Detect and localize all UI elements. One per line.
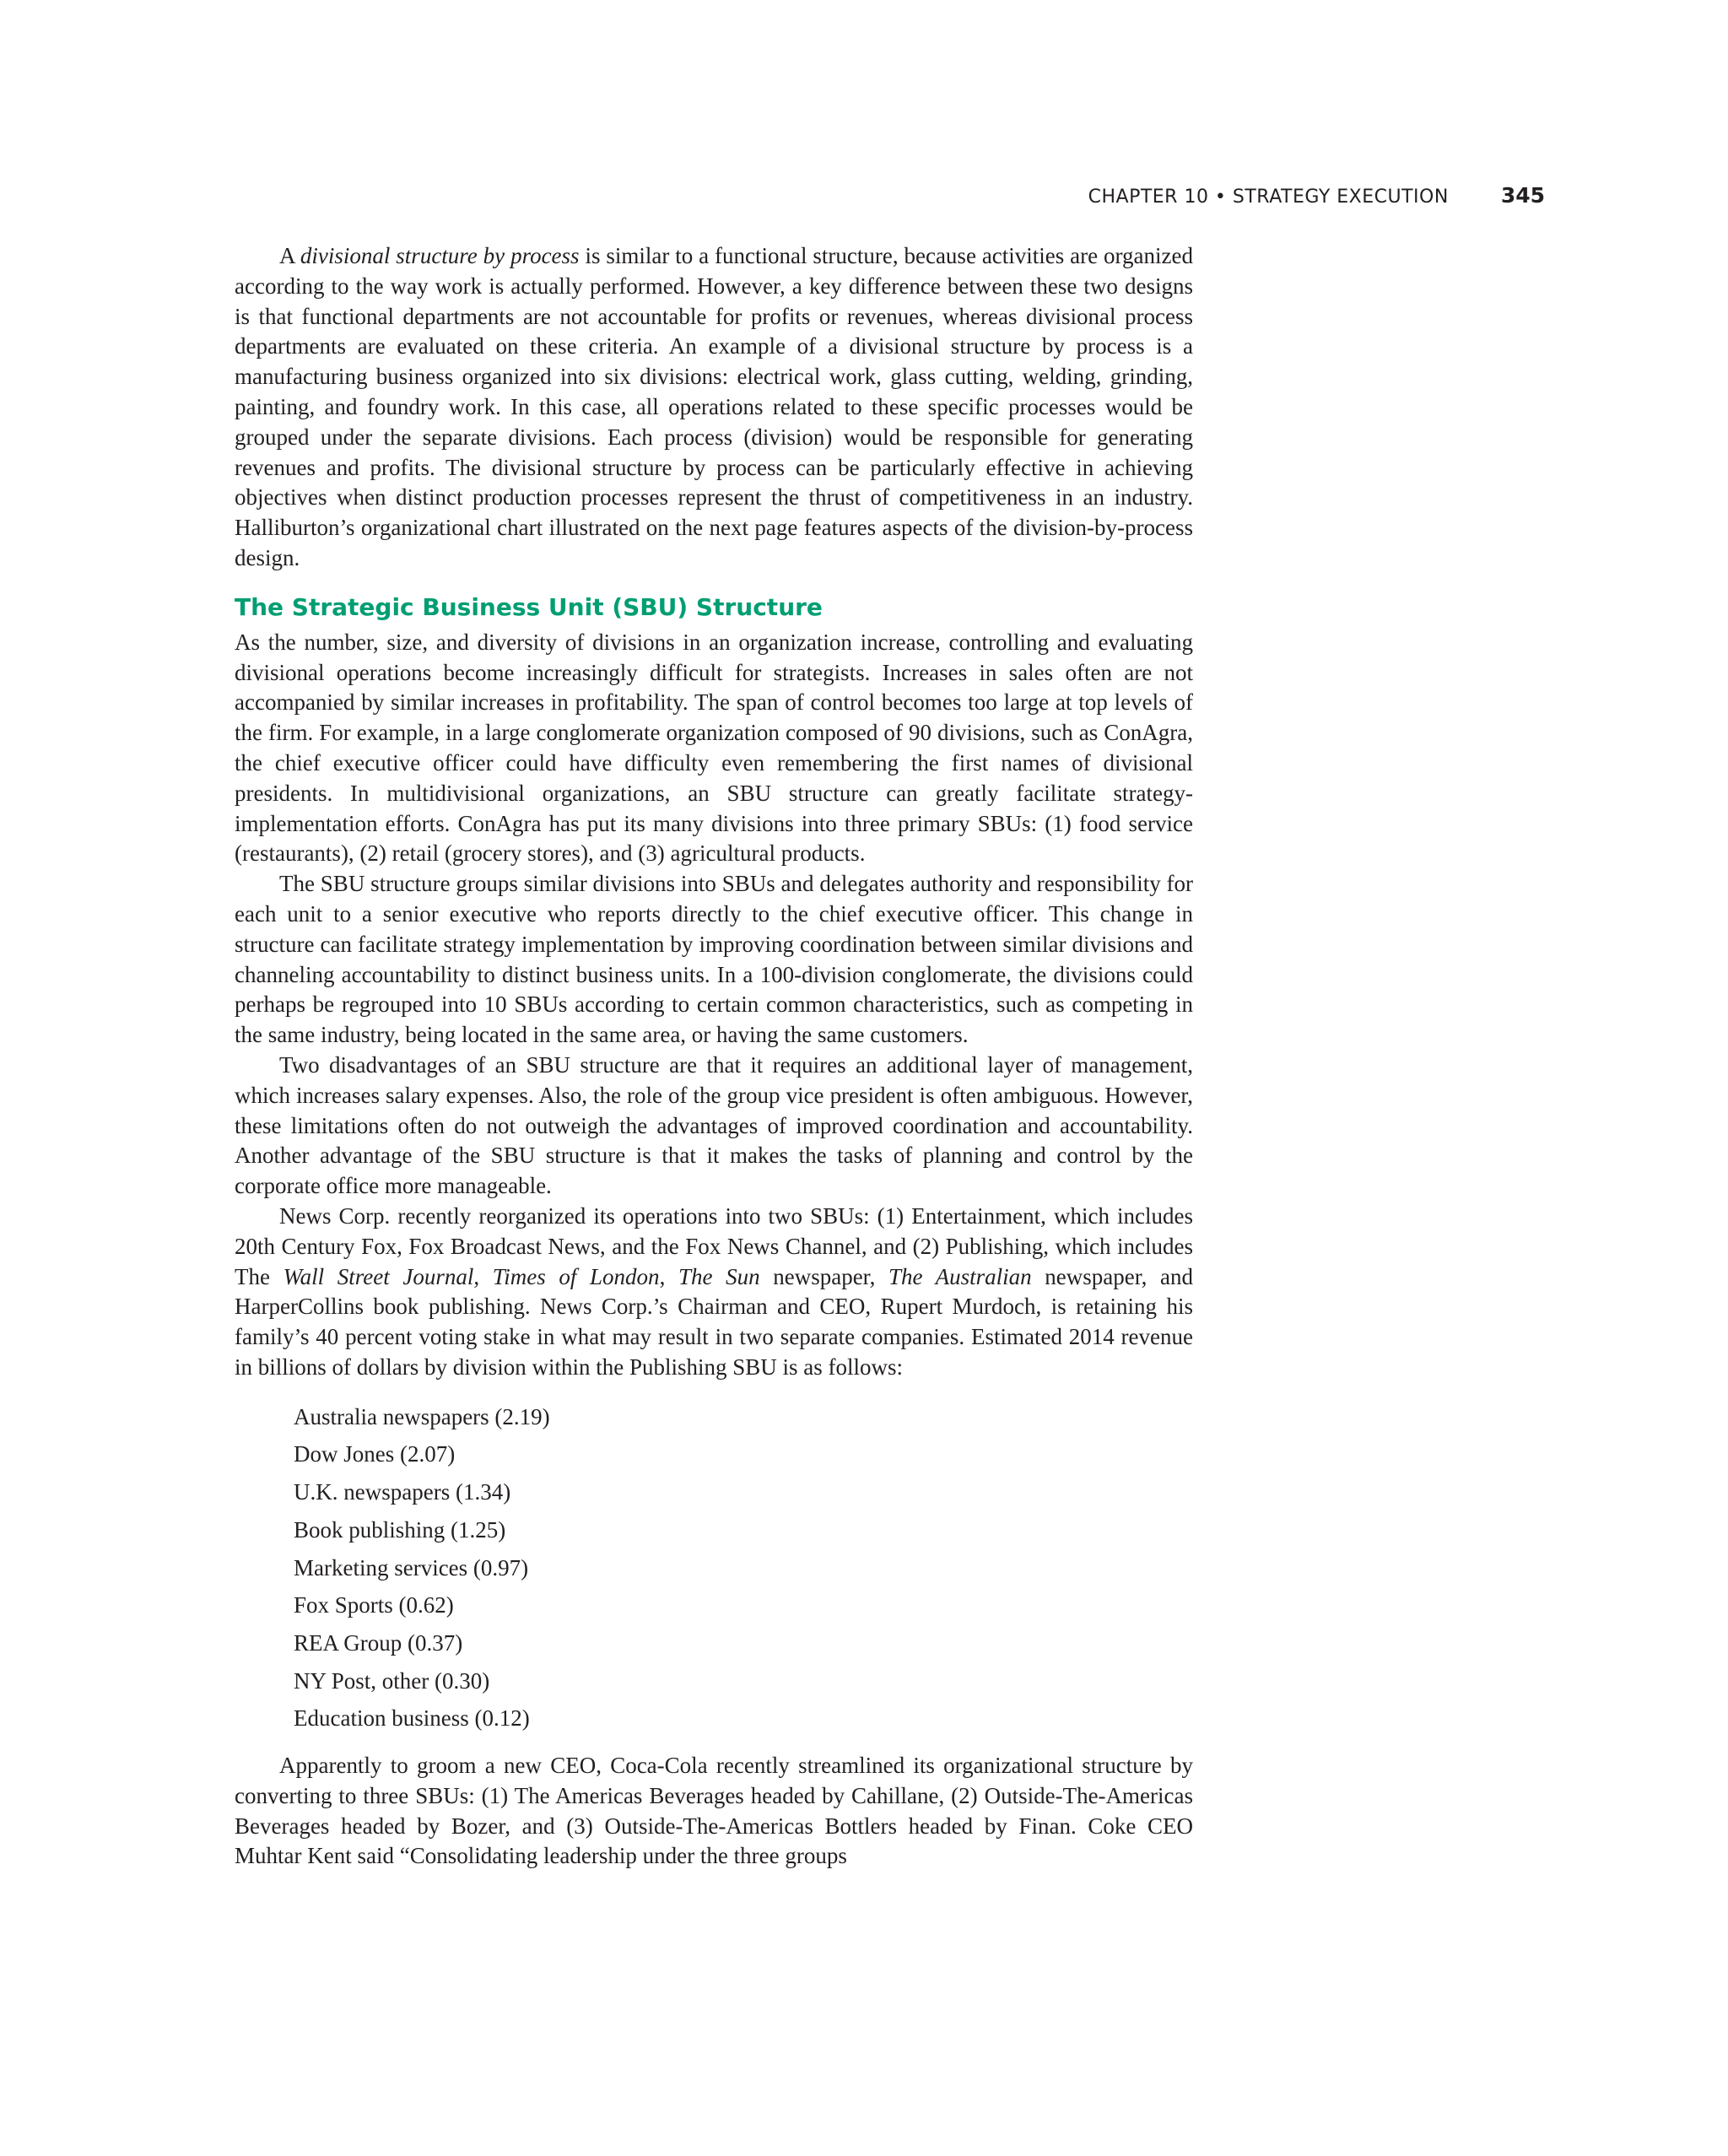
page-number: 345 — [1500, 183, 1545, 208]
paragraph-coca-cola: Apparently to groom a new CEO, Coca-Cola recently streamlined its organizational structure by converting to three SBUs: (1) The Americas Beverages headed by Cahillane, (2) Outside-The-Americas Beverages headed by Bozer, and (3) Outside-The-Americas Bottlers headed by Finan. Coke CEO Muhtar Kent said “Consolidating leadership under the three groups — [235, 1753, 1193, 1869]
list-item: Dow Jones (2.07) — [294, 1441, 456, 1467]
text-run: A — [279, 243, 300, 268]
running-head — [1088, 183, 1545, 208]
list-item: REA Group (0.37) — [294, 1629, 463, 1656]
list-item: Marketing services (0.97) — [294, 1554, 529, 1581]
title-the-australian: The Australian — [888, 1263, 1032, 1289]
paragraph-sbu-disadvantages: Two disadvantages of an SBU structure are that it requires an additional layer of management, which increases salary expenses. Also, the role of the group vice president is often ambiguous. However, these limitations often do not outweigh the advantages of improved coordination and accountability. Another advantage of the SBU structure is that it makes the tasks of planning and control by the corporate office more manageable. — [235, 1051, 1193, 1199]
chapter-title: CHAPTER 10 • STRATEGY EXECUTION — [1088, 186, 1449, 208]
list-item: Fox Sports (0.62) — [294, 1592, 454, 1618]
list-item: Book publishing (1.25) — [294, 1516, 506, 1543]
title-times-of-london: Times of London — [492, 1263, 660, 1289]
term-divisional-structure-by-process: divisional structure by process — [300, 243, 580, 268]
text-run: , — [659, 1263, 678, 1289]
text-run: is similar to a functional structure, because activities are organized according to the way work is actually performed. However, a key difference between these two designs is that functional departments are not accountable for profits or revenues, whereas divisional process departments are evaluated on these criteria. An example of a divisional structure by process is a manufacturing business organized into six divisions: electrical work, glass cutting, welding, grinding, painting, and foundry work. In this case, all operations related to these specific processes would be grouped under the separate divisions. Each process (division) would be responsible for generating revenues and profits. The divisional structure by process can be particularly effective in achieving objectives when distinct production processes represent the thrust of competitiveness in an industry. Halliburton’s organizational chart illustrated on the next page features aspects of the division-by-process design. — [235, 243, 1193, 570]
title-the-sun: The Sun — [678, 1263, 760, 1289]
list-item: Education business (0.12) — [294, 1705, 530, 1732]
body-text — [235, 241, 1193, 1872]
paragraph-division-by-process — [235, 241, 1193, 574]
list-item: Australia newspapers (2.19) — [294, 1403, 550, 1429]
text-run: newspaper, and HarperCollins book publishing. News Corp.’s Chairman and CEO, Rupert Murdoch, is retaining his family’s 40 percent voting stake in what may result in two separate companies. Estimated 2014 revenue in billions of dollars by division within the Publishing SBU is as follows: — [235, 1263, 1194, 1380]
paragraph-news-corp — [235, 1202, 1193, 1383]
text-run: , — [473, 1263, 493, 1289]
text-run: newspaper, — [759, 1263, 888, 1289]
title-wall-street-journal: Wall Street Journal — [283, 1263, 474, 1289]
section-heading-sbu: The Strategic Business Unit (SBU) Structure — [235, 592, 823, 621]
revenue-list — [294, 1398, 1193, 1737]
list-item: NY Post, other (0.30) — [294, 1667, 490, 1694]
text-run: News Corp. recently reorganized its operations into two SBUs: (1) Entertainment, which includes 20th Century Fox, Fox Broadcast News, and the Fox News Channel, and (2) Publishing, which includes The — [235, 1202, 1193, 1289]
paragraph-sbu-groups: The SBU structure groups similar divisions into SBUs and delegates authority and responsibility for each unit to a senior executive who reports directly to the chief executive officer. This change in structure can facilitate strategy implementation by improving coordination between similar divisions and channeling accountability to distinct business units. In a 100-division conglomerate, the divisions could perhaps be regrouped into 10 SBUs according to certain common characteristics, such as competing in the same industry, being located in the same area, or having the same customers. — [235, 871, 1193, 1048]
paragraph-sbu-intro: As the number, size, and diversity of divisions in an organization increase, controlling and evaluating divisional operations become increasingly difficult for strategists. Increases in sales often are not accompanied by similar increases in profitability. The span of control becomes too large at top levels of the firm. For example, in a large conglomerate organization composed of 90 divisions, such as ConAgra, the chief executive officer could have difficulty even remembering the first names of divisional presidents. In multidivisional organizations, an SBU structure can greatly facilitate strategy-implementation efforts. ConAgra has put its many divisions into three primary SBUs: (1) food service (restaurants), (2) retail (grocery stores), and (3) agricultural products. — [235, 629, 1193, 867]
list-item: U.K. newspapers (1.34) — [294, 1479, 511, 1505]
